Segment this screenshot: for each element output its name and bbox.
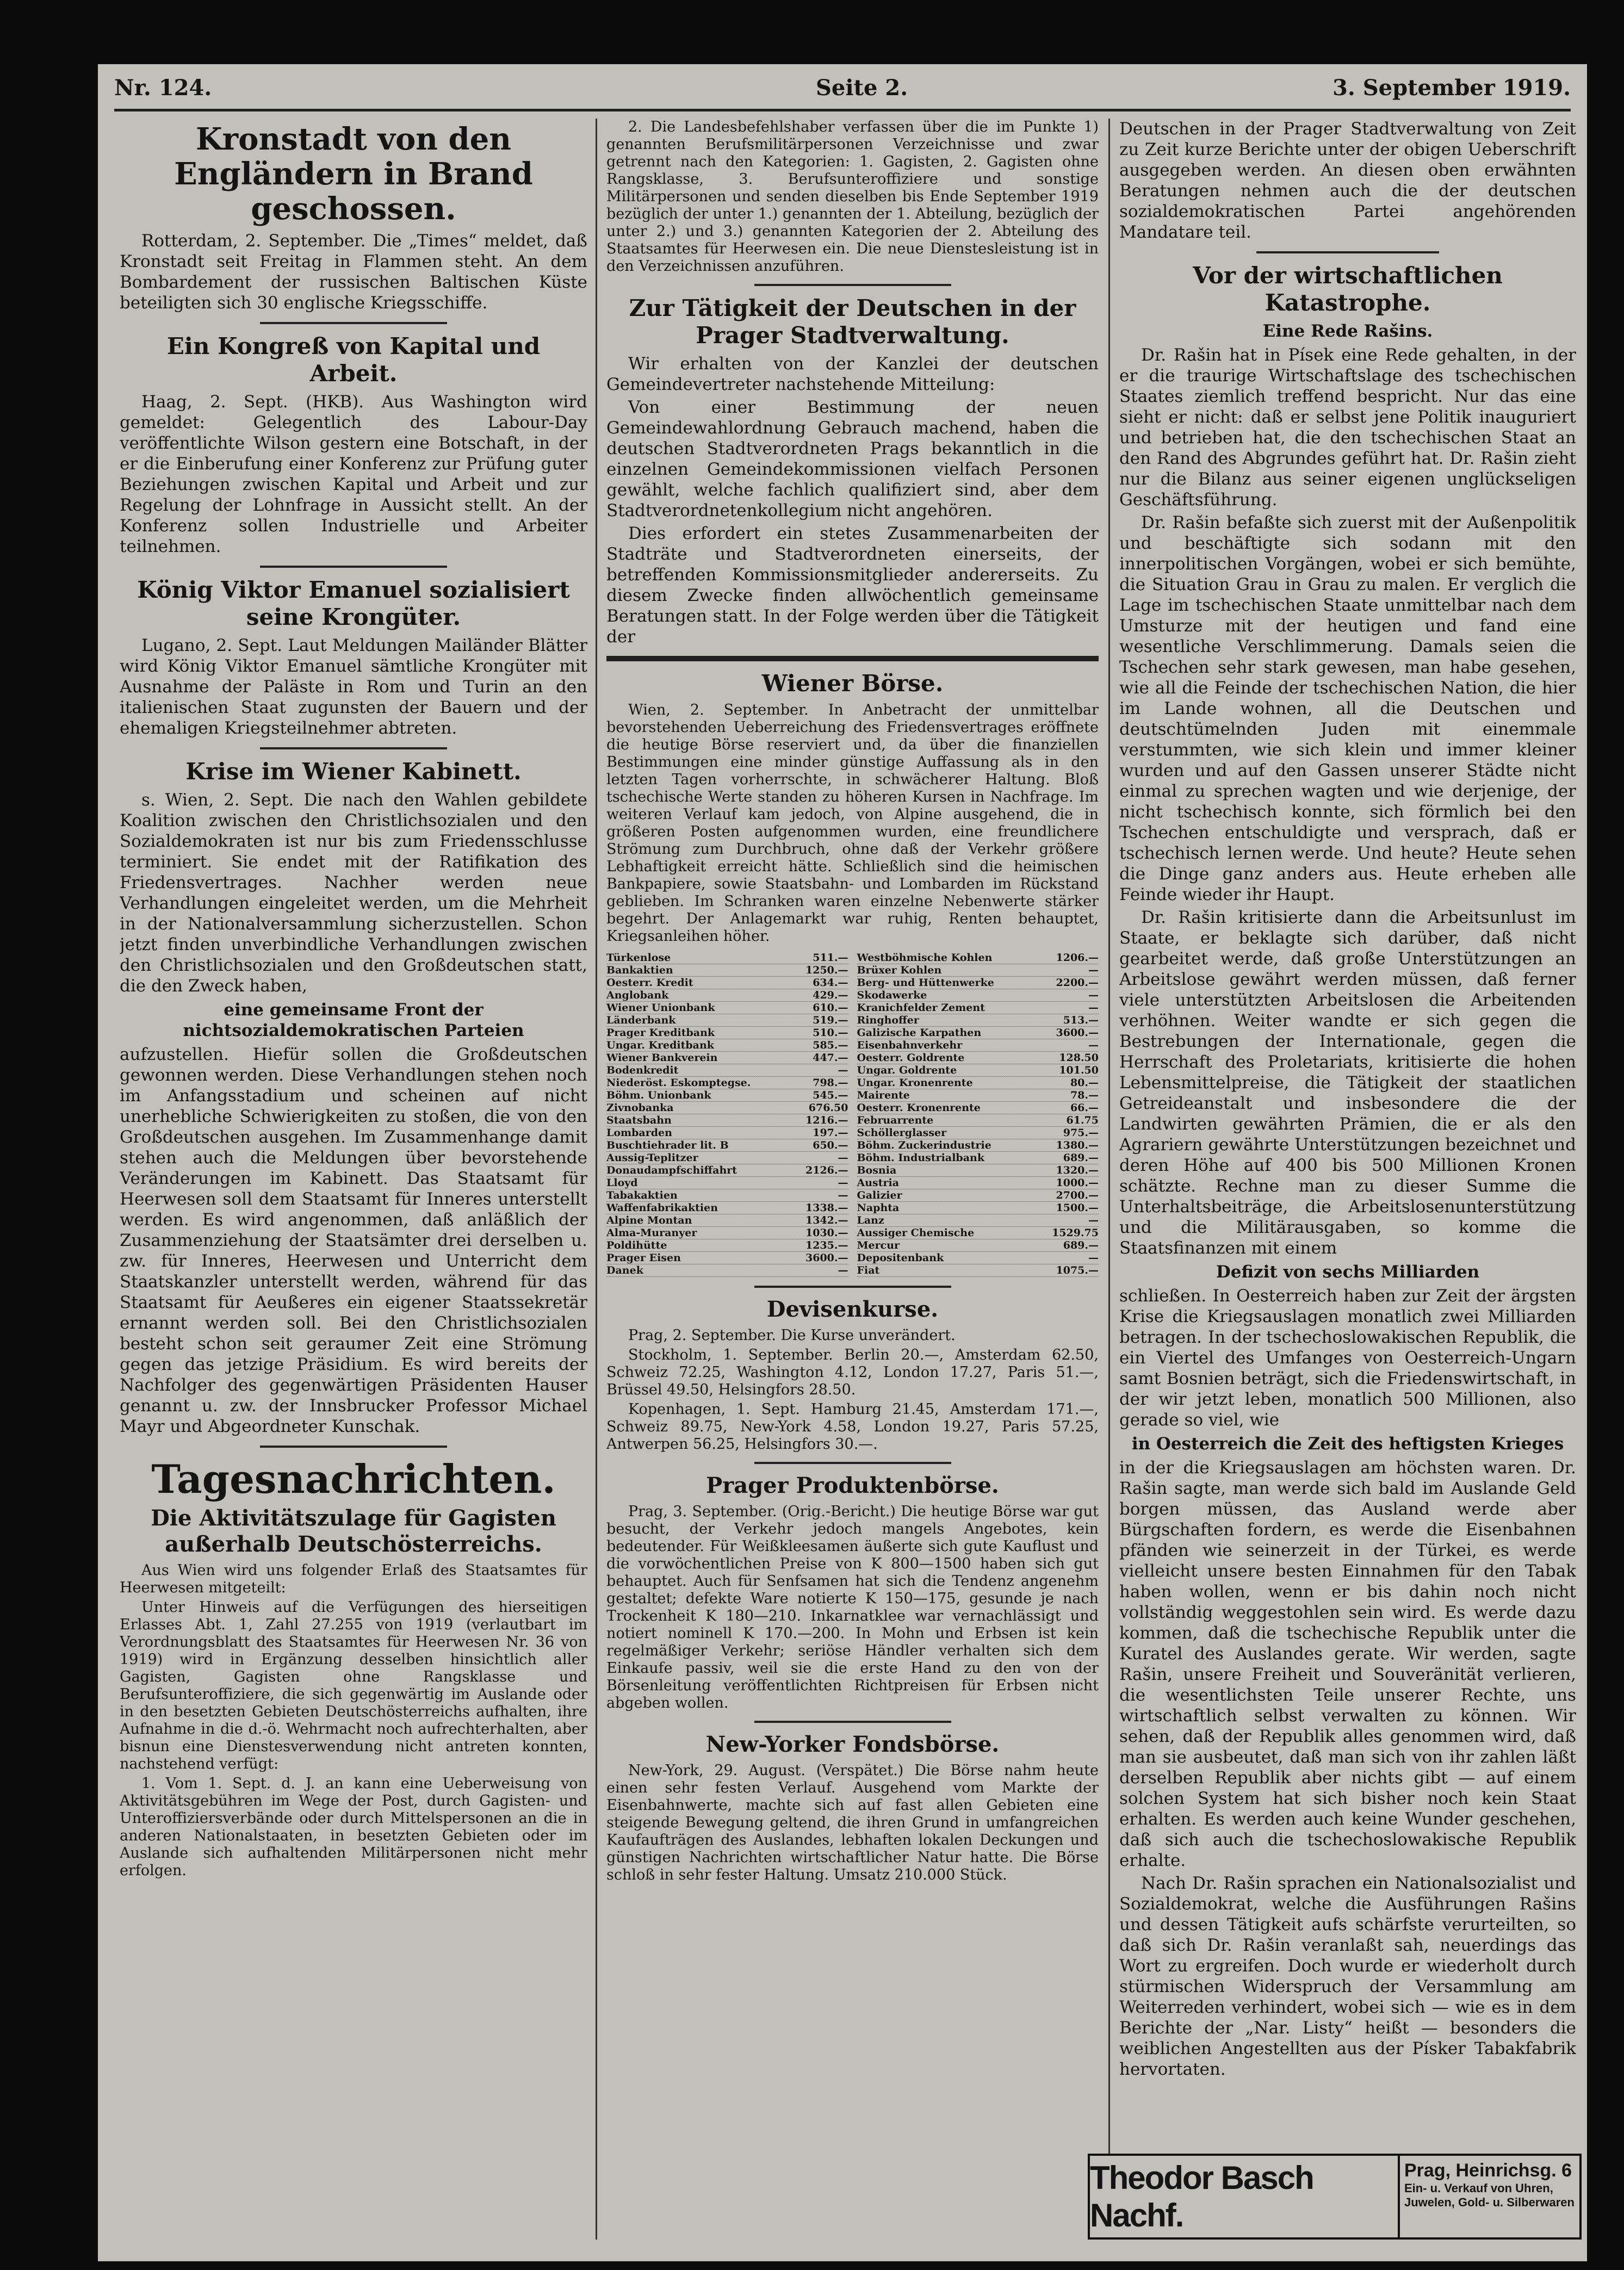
stock-value: 511.—: [813, 952, 848, 964]
stock-value: 80.—: [1070, 1077, 1099, 1089]
stock-value: 798.—: [813, 1077, 848, 1089]
stock-row: [606, 1177, 848, 1189]
stock-value: 1342.—: [805, 1214, 848, 1226]
stock-name: Wiener Bankverein: [606, 1052, 718, 1064]
issue-number: Nr. 124.: [114, 75, 212, 101]
article-wiener-boerse: Wien, 2. September. In Anbetracht der unmittelbar bevorstehenden Ueberreichung des Friedensvertrages eröffnete die heutige Börse reserviert und, da über die finanziellen Bestimmungen eine minder günstige Auffassung als in den letzten Tagen vorherrschte, in schwächerer Haltung. Bloß tschechische Werte standen zu höheren Kursen in Nachfrage. Im weiteren Verlauf kam jedoch, von Alpine ausgehend, die in größeren Posten aufgenommen wurden, eine freundlichere Strömung zum Durchbruch, ohne daß der Verkehr größere Lebhaftigkeit erreicht hätte. Schließlich sind die heimischen Bankpapiere, sowie Staatsbahn- und Lombarden im Rückstand geblieben. Im Schranken waren einzelne Nebenwerte stärker begehrt. Der Anlagemarkt war ruhig, Renten behauptet, Kriegsanleihen höher.: [606, 702, 1099, 945]
stock-row: [606, 1077, 848, 1089]
stock-value: 1216.—: [805, 1114, 848, 1126]
stock-row: [606, 977, 848, 989]
stock-value: 101.50: [1059, 1064, 1099, 1076]
article-aktivitaetszulage-cont: 2. Die Landesbefehlshaber verfassen über die im Punkte 1) genannten Berufsmilitärpersonen Verzeichnisse und zwar getrennt nach den Kategorien: 1. Gagisten, 2. Gagisten ohne Rangsklasse, 3. Berufsunteroffiziere und sonstige Militärpersonen und senden dieselben bis Ende September 1919 bezüglich der unter 1.) genannten der 1. Abteilung, bezüglich der unter 2.) und 3.) genannten Kategorien der 2. Abteilung des Staatsamtes für Heerwesen ein. Die neue Dienstesleistung ist in den Verzeichnissen anzuführen.: [606, 119, 1099, 275]
column-rule-2: [1108, 119, 1110, 2240]
stock-name: Oesterr. Goldrente: [857, 1052, 965, 1064]
stock-name: Februarrente: [857, 1114, 934, 1126]
section-title-tagesnachrichten: Tagesnachrichten.: [151, 1456, 556, 1502]
stock-name: Bodenkredit: [606, 1064, 679, 1076]
stock-row: [857, 1177, 1099, 1189]
stock-row: [857, 1052, 1099, 1064]
rule: [754, 1721, 951, 1723]
page-header: [98, 75, 1587, 113]
stock-value: —: [1088, 989, 1099, 1001]
stock-name: Danek: [606, 1264, 643, 1276]
stock-name: Galizische Karpathen: [857, 1027, 982, 1039]
stock-value: 3600.—: [1056, 1027, 1099, 1039]
article-viktor-emanuel: Lugano, 2. Sept. Laut Meldungen Mailänder Blätter wird König Viktor Emanuel sämtliche Krongüter mit Ausnahme der Paläste in Rom und Turin an den italienischen Staat zugunsten der Bauern und der ehemaligen Kriegsteilnehmer abtreten.: [120, 636, 587, 738]
ad-description-1: Ein- u. Verkauf von Uhren,: [1404, 2181, 1553, 2195]
headline-kongress: Ein Kongreß von Kapital und Arbeit.: [166, 333, 541, 387]
article-krise-cont: aufzustellen. Hiefür sollen die Großdeutschen gewonnen werden. Diese Verhandlungen stehen noch im Anfangsstadium und scheinen auf nicht unerhebliche Schwierigkeiten zu stoßen, die von den Großdeutschen ausgehen. Im Zusammenhange damit stehen auch die Meldungen über bevorstehende Veränderungen im Kabinett. Das Staatsamt für Heerwesen soll dem Staatsamt für Inneres unterstellt werden. Es wird angenommen, daß anläßlich der Zusammenziehung der Staatsämter drei derselben u. zw. für Inneres, Heerwesen und Unterricht dem Staatskanzler unterstellt werden, während für das Staatsamt für Aeußeres ein eigener Staatssekretär ernannt werden soll. Bei den Christlichsozialen besteht schon seit geraumer Zeit eine Strömung gegen das jetzige Präsidium. Es wird bereits der Nachfolger des gegenwärtigen Präsidenten Hauser genannt u. zw. der Innsbrucker Professor Michael Mayr und Abgeordneter Kunschak.: [120, 1045, 587, 1436]
stock-row: [606, 1202, 848, 1214]
stock-value: 2126.—: [805, 1164, 848, 1176]
stock-row: [606, 1127, 848, 1139]
article-new-york: New-York, 29. August. (Verspätet.) Die Börse nahm heute einen sehr festen Verlauf. Ausgehend vom Markte der Eisenbahnwerte, machte sich auf fast allen Gebieten eine steigende Bewegung geltend, die ihren Grund in umfangreichen Kaufaufträgen des Auslandes, lebhaften lokalen Deckungen und günstigen Nachrichten wirtschaftlicher Natur hatte. Die Börse schloß in sehr fester Haltung. Umsatz 210.000 Stück.: [606, 1762, 1099, 1883]
stock-row: [857, 1252, 1099, 1264]
article-devisenkurse-3: Kopenhagen, 1. Sept. Hamburg 21.45, Amsterdam 171.—, Schweiz 89.75, New-York 4.58, London 19.27, Paris 57.25, Antwerpen 56.25, Helsingfors 30.—.: [606, 1401, 1099, 1453]
stock-name: Böhm. Zuckerindustrie: [857, 1139, 991, 1151]
article-katastrophe-6: Nach Dr. Rašin sprachen ein Nationalsozialist und Sozialdemokrat, welche die Ausführungen Rašins und dessen Tätigkeit aufs schärfste verurteilten, so daß sich Dr. Rašin veranlaßt sah, neuerdings das Wort zu ergreifen. Doch wurde er wiederholt durch stürmischen Widerspruch der Versammlung am Weiterreden verhindert, wobei sich — wie es in dem Berichte der „Nar. Listy“ heißt — besonders die weiblichen Angestellten aus der Písker Tabakfabrik hervortaten.: [1119, 1874, 1576, 2079]
stock-row: [606, 1139, 848, 1152]
stock-value: —: [1088, 1252, 1099, 1264]
stock-row: [857, 1164, 1099, 1177]
stock-value: 61.75: [1066, 1114, 1099, 1126]
stock-name: Brüxer Kohlen: [857, 964, 942, 976]
stock-row: [606, 952, 848, 964]
stock-name: Westböhmische Kohlen: [857, 952, 993, 964]
stock-name: Galizier: [857, 1189, 902, 1201]
stock-name: Fiat: [857, 1264, 880, 1276]
article-produktenboerse: Prag, 3. September. (Orig.-Bericht.) Die heutige Börse war gut besucht, der Verkehr jedoch mangels Angebotes, kein bedeutender. Für Weißkleesamen äußerte sich gute Kauflust und die vorwöchentlichen Preise von K 800—1500 haben sich gut behauptet. Auch für Senfsamen hat sich die Tendenz angenehm gestaltet; defekte Ware notierte K 150—175, gesunde je nach Trockenheit K 180—210. Inkarnatklee war vernachlässigt und notiert nominell K 170.—200. In Mohn und Erbsen ist kein regelmäßiger Verkehr; seriöse Händler verhalten sich dem Einkaufe passiv, weil sie die erste Hand zu den von der Börsenleitung veröffentlichten Richtpreisen für Erbsen nicht abgeben wollen.: [606, 1503, 1099, 1711]
stock-name: Lloyd: [606, 1177, 638, 1189]
stock-name: Ringhoffer: [857, 1014, 919, 1026]
article-krise: s. Wien, 2. Sept. Die nach den Wahlen gebildete Koalition zwischen den Christlichsozialen und den Sozialdemokraten ist nur bis zum Friedensschlusse terminiert. Sie endet mit der Ratifikation des Friedensvertrages. Nachher werden neue Verhandlungen eingeleitet werden, um die Mehrheit in der Nationalversammlung sicherzustellen. Schon jetzt finden unverbindliche Verhandlungen zwischen den Christlichsozialen und den Großdeutschen statt, die den Zweck haben,: [120, 790, 587, 996]
stock-row: [606, 1227, 848, 1239]
article-katastrophe-1: Dr. Rašin hat in Písek eine Rede gehalten, in der er die traurige Wirtschaftslage des tschechischen Staates ziemlich treffend bespricht. Nur das eine sieht er nicht: daß er selbst jene Politik inauguriert und betrieben hat, die den tschechischen Staat an den Rand des Abgrundes geführt hat. Dr. Rašin zieht nur die Bilanz aus seiner eigenen unglückseligen Geschäftsführung.: [1119, 345, 1576, 510]
column-2: [606, 119, 1099, 2240]
headline-devisenkurse: Devisenkurse.: [766, 1297, 939, 1322]
stock-value: 510.—: [813, 1027, 848, 1039]
stock-value: 689.—: [1063, 1152, 1099, 1164]
stock-table-left: [606, 952, 848, 1277]
article-aktivitaetszulage: Aus Wien wird uns folgender Erlaß des Staatsamtes für Heerwesen mitgeteilt:: [120, 1562, 587, 1596]
stock-row: [606, 1164, 848, 1177]
stock-value: —: [838, 1064, 848, 1076]
stock-name: Lanz: [857, 1214, 884, 1226]
stock-value: 1030.—: [805, 1227, 848, 1239]
stock-row: [606, 1064, 848, 1077]
ad-description-2: Juwelen, Gold- u. Silberwaren: [1404, 2195, 1575, 2209]
stock-value: 447.—: [813, 1052, 848, 1064]
stock-row: [857, 1214, 1099, 1227]
stock-row: [606, 1189, 848, 1202]
article-krise-spaced: eine gemeinsame Front der nichtsozialdemokratischen Parteien: [183, 1000, 524, 1040]
ad-address: Prag, Heinrichsg. 6: [1404, 2160, 1572, 2181]
stock-row: [606, 1102, 848, 1114]
article-prager-stadtverwaltung-cont: Deutschen in der Prager Stadtverwaltung von Zeit zu Zeit kurze Berichte unter der obigen Ueberschrift ausgegeben werden. An diesen oben erwähnten Beratungen nehmen auch die der deutschen sozialdemokratischen Partei angehörenden Mandatare teil.: [1119, 119, 1576, 242]
stock-value: —: [838, 1152, 848, 1164]
stock-name: Naphta: [857, 1202, 900, 1214]
stock-row: [857, 1114, 1099, 1127]
stock-value: 513.—: [1063, 1014, 1099, 1026]
stock-name: Bosnia: [857, 1164, 897, 1176]
stock-row: [857, 1002, 1099, 1014]
stock-row: [857, 1189, 1099, 1202]
stock-row: [857, 1039, 1099, 1052]
subhead-krieges: in Oesterreich die Zeit des heftigsten Krieges: [1131, 1434, 1564, 1454]
stock-value: 585.—: [813, 1039, 848, 1051]
issue-date: 3. September 1919.: [1332, 75, 1571, 101]
stock-row: [606, 989, 848, 1002]
article-kongress: Haag, 2. Sept. (HKB). Aus Washington wird gemeldet: Gelegentlich des Labour-Day veröffentlichte Wilson gestern eine Botschaft, in der er die Einberufung einer Konferenz zur Prüfung guter Beziehungen zwischen Kapital und Arbeit und zur Regelung der Lohnfrage in Aussicht stellt. An der Konferenz sollen Industrielle und Arbeiter teilnehmen.: [120, 392, 587, 556]
stock-value: 519.—: [813, 1014, 848, 1026]
stock-value: 689.—: [1063, 1239, 1099, 1251]
stock-value: 1250.—: [805, 964, 848, 976]
stock-name: Tabakaktien: [606, 1189, 678, 1201]
stock-value: 2200.—: [1056, 977, 1099, 989]
stock-row: [857, 1127, 1099, 1139]
rule: [260, 566, 447, 568]
stock-row: [606, 1264, 848, 1277]
stock-row: [857, 1027, 1099, 1039]
stock-value: 545.—: [813, 1089, 848, 1101]
stock-name: Austria: [857, 1177, 900, 1189]
stock-value: 634.—: [813, 977, 848, 989]
stock-name: Prager Eisen: [606, 1252, 681, 1264]
stock-row: [606, 1252, 848, 1264]
stock-value: 197.—: [813, 1127, 848, 1139]
headline-prager-stadtverwaltung: Zur Tätigkeit der Deutschen in der Prager Stadtverwaltung.: [629, 295, 1076, 349]
stock-value: —: [1088, 964, 1099, 976]
rule: [1256, 251, 1439, 253]
stock-row: [857, 1139, 1099, 1152]
stock-row: [606, 1027, 848, 1039]
stock-name: Buschtiehrader lit. B: [606, 1139, 729, 1151]
stock-row: [857, 1064, 1099, 1077]
stock-name: Staatsbahn: [606, 1114, 672, 1126]
stock-name: Ungar. Kreditbank: [606, 1039, 714, 1051]
stock-name: Mairente: [857, 1089, 910, 1101]
article-aktivitaetszulage-3: 1. Vom 1. Sept. d. J. an kann eine Ueberweisung von Aktivitätsgebühren im Wege der Post, durch Gagisten- und Unteroffiziersverbände oder durch Mittelspersonen an die in anderen Nationalstaaten, in besetzten Gebieten oder im Auslande sich aufhaltenden Militärpersonen nicht mehr erfolgen.: [120, 1775, 587, 1879]
stock-row: [857, 1089, 1099, 1102]
rule: [754, 1462, 951, 1464]
stock-name: Lombarden: [606, 1127, 672, 1139]
stock-name: Donaudampfschiffahrt: [606, 1164, 737, 1176]
stock-name: Wiener Unionbank: [606, 1002, 715, 1014]
stock-row: [857, 952, 1099, 964]
stock-name: Oesterr. Kronenrente: [857, 1102, 981, 1114]
article-prager-stadtverwaltung: Wir erhalten von der Kanzlei der deutschen Gemeindevertreter nachstehende Mitteilung:: [606, 354, 1099, 394]
headline-katastrophe: Vor der wirtschaftlichen Katastrophe.: [1193, 262, 1503, 316]
stock-value: 1500.—: [1056, 1202, 1099, 1214]
newspaper-page: [98, 64, 1587, 2261]
stock-name: Aussig-Teplitzer: [606, 1152, 698, 1164]
headline-aktivitaetszulage: Die Aktivitätszulage für Gagisten außerhalb Deutschösterreichs.: [151, 1505, 556, 1557]
article-prager-stadtverwaltung-3: Dies erfordert ein stetes Zusammenarbeiten der Stadträte und Stadtverordneten einerseits, der betreffenden Kommissionsmitglieder andererseits. Zu diesem Zwecke finden allwöchentlich gemeinsame Beratungen statt. In der Folge werden über die Tätigkeit der: [606, 524, 1099, 647]
column-3: [1119, 119, 1576, 2120]
stock-value: 1529.75: [1052, 1227, 1099, 1239]
stock-value: 650.—: [813, 1139, 848, 1151]
stock-name: Ungar. Goldrente: [857, 1064, 957, 1076]
stock-value: —: [1088, 1214, 1099, 1226]
stock-row: [606, 1239, 848, 1252]
stock-row: [606, 964, 848, 977]
stock-name: Poldihütte: [606, 1239, 667, 1251]
rule: [754, 1286, 951, 1288]
stock-row: [606, 1089, 848, 1102]
stock-row: [606, 1039, 848, 1052]
stock-row: [857, 1239, 1099, 1252]
rule-thick: [606, 656, 1099, 661]
stock-value: 610.—: [813, 1002, 848, 1014]
headline-krise: Krise im Wiener Kabinett.: [185, 758, 522, 785]
stock-row: [606, 1014, 848, 1027]
stock-value: 1206.—: [1056, 952, 1099, 964]
stock-row: [857, 964, 1099, 977]
stock-value: 78.—: [1070, 1089, 1099, 1101]
stock-value: 1235.—: [805, 1239, 848, 1251]
stock-name: Schöllerglasser: [857, 1127, 947, 1139]
stock-value: 975.—: [1063, 1127, 1099, 1139]
stock-name: Böhm. Industrialbank: [857, 1152, 984, 1164]
stock-name: Skodawerke: [857, 989, 927, 1001]
stock-value: —: [1088, 1039, 1099, 1051]
stock-row: [857, 1152, 1099, 1164]
ad-firm-name: Theodor Basch Nachf.: [1090, 2156, 1400, 2237]
stock-value: 676.50: [808, 1102, 848, 1114]
stock-name: Bankaktien: [606, 964, 673, 976]
headline-wiener-boerse: Wiener Börse.: [761, 670, 944, 697]
stock-row: [606, 1114, 848, 1127]
stock-value: 1380.—: [1056, 1139, 1099, 1151]
article-katastrophe-5: in der die Kriegsauslagen am höchsten waren. Dr. Rašin sagte, man werde sich bald im Auslande Geld borgen müssen, das Ausland werde aber Bürgschaften fordern, es werde die Eisenbahnen pfänden wie seinerzeit in der Türkei, es werde vielleicht unsere besten Einnahmen für den Tabak haben wollen, wenn er bis dahin noch nicht vollständig weggestohlen sein wird. Es werde dazu kommen, daß die tschechische Republik unter die Kuratel des Auslandes gerate. Wir werden, sagte Rašin, unsere Freiheit und Souveränität verlieren, die wesentlichsten Teile unserer Rechte, uns wirtschaftlich selbst verwalten zu können. Wir sehen, daß der Republik alles genommen wird, daß man sie ausbeutet, daß man sich von ihr zahlen läßt derselben Republik aber nichts gibt — auf einem solchen System hat sich bisher noch kein Staat erhalten. Es werden auch keine Wunder geschehen, daß sich auch die tschechoslowakische Republik erhalte.: [1119, 1458, 1576, 1870]
article-katastrophe-2: Dr. Rašin befaßte sich zuerst mit der Außenpolitik und beschäftigte sich sodann mit den innerpolitischen Vorgängen, wobei er sich bemühte, die Situation Grau in Grau zu malen. Er verglich die Lage im tschechischen Staate unmittelbar nach dem Umsturze mit der heutigen und fand eine wesentliche Verschlimmerung. Damals seien die Tschechen sehr stark gewesen, man habe gesehen, wie all die Feinde der tschechischen Nation, die hier im Lande wohnen, all die Deutschen und deutschtümelnden Juden mit einemmale verstummten, wie sich klein und immer kleiner wurden und auf den Gassen unserer Städte nicht einmal zu sprechen wagten und wie derjenige, der nicht tschechisch konnte, sich förmlich bei den Tschechen entschuldigte und versprach, daß er tschechisch lernen werde. Und heute? Heute sehen die Dinge ganz anders aus. Heute erheben alle Feinde wieder ihr Haupt.: [1119, 513, 1576, 904]
page-number: Seite 2.: [816, 75, 908, 101]
stock-value: 1000.—: [1056, 1177, 1099, 1189]
advertisement: [1088, 2154, 1582, 2240]
stock-value: —: [838, 1189, 848, 1201]
stock-name: Zivnobanka: [606, 1102, 674, 1114]
stock-table-right: [857, 952, 1099, 1277]
stock-name: Waffenfabrikaktien: [606, 1202, 718, 1214]
article-katastrophe-4: schließen. In Oesterreich haben zur Zeit der ärgsten Krise die Kriegsauslagen monatlich zwei Milliarden betragen. In der tschechoslowakischen Republik, die ein Viertel des Umfanges von Oesterreich-Ungarn samt Bosnien beträgt, sich die Friedenswirtschaft, in der wir jetzt leben, monatlich 500 Millionen, also gerade so viel, wie: [1119, 1286, 1576, 1430]
article-aktivitaetszulage-2: Unter Hinweis auf die Verfügungen des hierseitigen Erlasses Abt. 1, Zahl 27.255 von 1919 (verlautbart im Verordnungsblatt des Staatsamtes für Heerwesen Nr. 36 von 1919) wird in Ergänzung desselben hinsichtlich aller Gagisten, Gagisten ohne Rangsklasse und Berufsunteroffiziere, die sich gegenwärtig im Auslande oder in den besetzten Gebieten Deutschösterreichs aufhalten, ihre Aufnahme in die d.-ö. Wehrmacht noch aufrechterhalten, aber bisnun eine Dienstesverwendung nicht antreten konnten, nachstehend verfügt:: [120, 1599, 587, 1772]
stock-row: [857, 1077, 1099, 1089]
stock-name: Alpine Montan: [606, 1214, 692, 1226]
stock-name: Böhm. Unionbank: [606, 1089, 711, 1101]
stock-row: [606, 1002, 848, 1014]
stock-value: —: [1088, 1002, 1099, 1014]
stock-row: [606, 1214, 848, 1227]
headline-new-york: New-Yorker Fondsbörse.: [705, 1732, 1000, 1757]
stock-name: Türkenlose: [606, 952, 671, 964]
rule: [754, 284, 951, 286]
stock-name: Mercur: [857, 1239, 900, 1251]
stock-name: Alma-Muranyer: [606, 1227, 697, 1239]
article-kronstadt: Rotterdam, 2. September. Die „Times“ meldet, daß Kronstadt seit Freitag in Flammen steht. An dem Bombardement der russischen Baltischen Küste beteiligten sich 30 englische Kriegsschiffe.: [120, 231, 587, 313]
stock-row: [857, 977, 1099, 989]
stock-value: 66.—: [1070, 1102, 1099, 1114]
rule: [260, 322, 447, 324]
article-devisenkurse: Prag, 2. September. Die Kurse unverändert.: [628, 1327, 956, 1344]
stock-name: Kranichfelder Zement: [857, 1002, 985, 1014]
stock-value: 2700.—: [1056, 1189, 1099, 1201]
stock-row: [857, 1102, 1099, 1114]
stock-name: Eisenbahnverkehr: [857, 1039, 963, 1051]
header-rule: [114, 109, 1571, 111]
stock-row: [606, 1152, 848, 1164]
stock-row: [857, 1014, 1099, 1027]
rule: [260, 1446, 447, 1448]
stock-row: [606, 1052, 848, 1064]
column-1: [120, 119, 587, 2240]
stock-value: 3600.—: [805, 1252, 848, 1264]
headline-produktenboerse: Prager Produktenbörse.: [706, 1473, 999, 1498]
article-devisenkurse-2: Stockholm, 1. September. Berlin 20.—, Amsterdam 62.50, Schweiz 72.25, Washington 4.12, London 17.27, Paris 51.—, Brüssel 49.50, Helsingfors 28.50.: [606, 1347, 1099, 1398]
stock-name: Anglobank: [606, 989, 669, 1001]
rule: [260, 747, 447, 749]
stock-name: Prager Kreditbank: [606, 1027, 715, 1039]
stock-name: Depositenbank: [857, 1252, 944, 1264]
stock-value: 429.—: [813, 989, 848, 1001]
stock-table: [606, 952, 1099, 1277]
subhead-defizit: Defizit von sechs Milliarden: [1216, 1262, 1480, 1282]
stock-name: Berg- und Hüttenwerke: [857, 977, 994, 989]
subhead-rasin: Eine Rede Rašins.: [1262, 321, 1433, 341]
stock-value: 128.50: [1059, 1052, 1099, 1064]
stock-row: [857, 989, 1099, 1002]
headline-viktor-emanuel: König Viktor Emanuel sozialisiert seine Krongüter.: [137, 576, 570, 630]
stock-value: 1075.—: [1056, 1264, 1099, 1276]
article-katastrophe-3: Dr. Rašin kritisierte dann die Arbeitsunlust im Staate, er beklagte sich darüber, daß nicht gearbeitet werde, daß große Unterstützungen an Arbeitslose gewährt werden müssen, daß ferner viele unterstützten Arbeitslosen die Arbeitenden verhöhnen. Weiter wandte er sich gegen die Bestrebungen der Internationale, gegen die Herrschaft des Proletariats, kritisierte die hohen Lebensmittelpreise, die Tätigkeit der staatlichen Getreideanstalt und insbesondere die der Landwirten gewährten Prämien, die er als den Agrariern gewährte Unterstützungen bezeichnet und deren Höhe auf 400 bis 500 Millionen Kronen schätzte. Rechne man zu dieser Summe die Unterhaltsbeiträge, die Arbeitslosenunterstützung und die Militärausgaben, so komme die Staatsfinanzen mit einem: [1119, 908, 1576, 1258]
stock-value: 1338.—: [805, 1202, 848, 1214]
stock-row: [857, 1264, 1099, 1277]
stock-name: Aussiger Chemische: [857, 1227, 975, 1239]
stock-row: [857, 1227, 1099, 1239]
stock-name: Ungar. Kronenrente: [857, 1077, 973, 1089]
stock-row: [857, 1202, 1099, 1214]
article-prager-stadtverwaltung-2: Von einer Bestimmung der neuen Gemeindewahlordnung Gebrauch machend, haben die deutschen Stadtverordneten Prags bekanntlich in die einzelnen Gemeindekommissionen vielfach Personen gewählt, welche fachlich qualifiziert sind, aber dem Stadtverordnetenkollegium nicht angehören.: [606, 398, 1099, 520]
ad-address-block: [1400, 2156, 1579, 2237]
stock-value: —: [838, 1177, 848, 1189]
headline-kronstadt: Kronstadt von den Engländern in Brand geschossen.: [174, 121, 533, 227]
column-rule-1: [596, 119, 597, 2240]
stock-value: —: [838, 1264, 848, 1276]
stock-name: Niederöst. Eskomptegse.: [606, 1077, 751, 1089]
stock-name: Oesterr. Kredit: [606, 977, 693, 989]
stock-value: 1320.—: [1056, 1164, 1099, 1176]
stock-name: Länderbank: [606, 1014, 676, 1026]
